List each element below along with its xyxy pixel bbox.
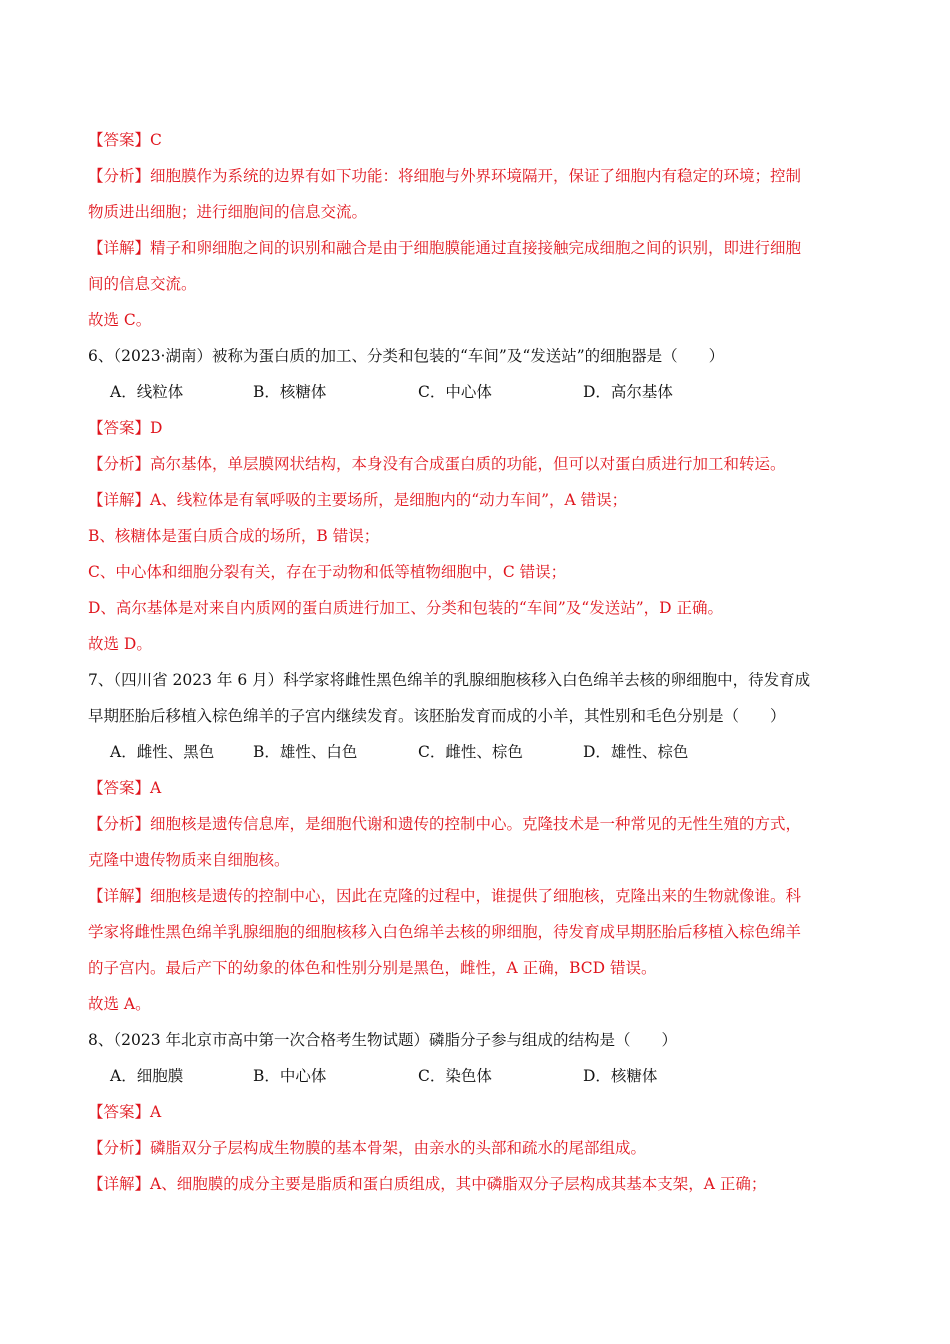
- q6-option-b: B．核糖体: [253, 383, 327, 401]
- q6-detail-d: D、高尔基体是对来自内质网的蛋白质进行加工、分类和包装的“车间”及“发送站”，D 正确。: [88, 599, 723, 617]
- q6-option-c: C．中心体: [418, 383, 492, 401]
- q7-analysis-line-2: 克隆中遗传物质来自细胞核。: [88, 851, 290, 869]
- q8-option-a: A．细胞膜: [110, 1067, 184, 1085]
- q7-analysis-line-1: 【分析】细胞核是遗传信息库，是细胞代谢和遗传的控制中心。克隆技术是一种常见的无性生殖的方式，: [88, 815, 802, 833]
- q6-option-d: D．高尔基体: [583, 383, 673, 401]
- q7-stem-line-2: 早期胚胎后移植入棕色绵羊的子宫内继续发育。该胚胎发育而成的小羊，其性别和毛色分别是（ ）: [88, 707, 786, 725]
- q5-detail-line-2: 间的信息交流。: [88, 275, 197, 293]
- q7-option-b: B．雄性、白色: [253, 743, 358, 761]
- q8-option-c: C．染色体: [418, 1067, 492, 1085]
- q7-option-a: A．雌性、黑色: [110, 743, 215, 761]
- q7-option-c: C．雌性、棕色: [418, 743, 523, 761]
- q8-option-d: D．核糖体: [583, 1067, 658, 1085]
- q7-stem-line-1: 7、（四川省 2023 年 6 月）科学家将雌性黑色绵羊的乳腺细胞核移入白色绵羊去核的卵细胞中，待发育成: [88, 671, 811, 689]
- q6-detail-c: C、中心体和细胞分裂有关，存在于动物和低等植物细胞中，C 错误；: [88, 563, 567, 581]
- q7-detail-line-1: 【详解】细胞核是遗传的控制中心，因此在克隆的过程中，谁提供了细胞核，克隆出来的生物就像谁。科: [88, 887, 802, 905]
- q8-detail-a: 【详解】A、细胞膜的成分主要是脂质和蛋白质组成，其中磷脂双分子层构成其基本支架，A 正确；: [88, 1175, 767, 1193]
- q6-detail-a: 【详解】A、线粒体是有氧呼吸的主要场所，是细胞内的“动力车间”，A 错误；: [88, 491, 628, 509]
- q5-answer: 【答案】C: [88, 131, 162, 149]
- q6-stem: 6、（2023·湖南）被称为蛋白质的加工、分类和包装的“车间”及“发送站”的细胞器是（ ）: [88, 347, 725, 365]
- q7-conclusion: 故选 A。: [88, 995, 151, 1013]
- q8-option-b: B．中心体: [253, 1067, 327, 1085]
- q7-option-d: D．雄性、棕色: [583, 743, 689, 761]
- q5-analysis-line-1: 【分析】细胞膜作为系统的边界有如下功能：将细胞与外界环境隔开，保证了细胞内有稳定的环境；控制: [88, 167, 802, 185]
- q7-answer: 【答案】A: [88, 779, 162, 797]
- q8-analysis: 【分析】磷脂双分子层构成生物膜的基本骨架，由亲水的头部和疏水的尾部组成。: [88, 1139, 647, 1157]
- q5-conclusion: 故选 C。: [88, 311, 152, 329]
- q8-stem: 8、（2023 年北京市高中第一次合格考生物试题）磷脂分子参与组成的结构是（ ）: [88, 1031, 677, 1049]
- q6-answer: 【答案】D: [88, 419, 163, 437]
- q7-detail-line-3: 的子宫内。最后产下的幼象的体色和性别分别是黑色，雌性，A 正确，BCD 错误。: [88, 959, 657, 977]
- q5-detail-line-1: 【详解】精子和卵细胞之间的识别和融合是由于细胞膜能通过直接接触完成细胞之间的识别，即进行细胞: [88, 239, 802, 257]
- q6-conclusion: 故选 D。: [88, 635, 152, 653]
- q6-analysis: 【分析】高尔基体，单层膜网状结构，本身没有合成蛋白质的功能，但可以对蛋白质进行加工和转运。: [88, 455, 786, 473]
- q8-answer: 【答案】A: [88, 1103, 162, 1121]
- q6-option-a: A．线粒体: [110, 383, 184, 401]
- q5-analysis-line-2: 物质进出细胞；进行细胞间的信息交流。: [88, 203, 368, 221]
- q7-detail-line-2: 学家将雌性黑色绵羊乳腺细胞的细胞核移入白色绵羊去核的卵细胞，待发育成早期胚胎后移植入棕色绵羊: [88, 923, 802, 941]
- q6-detail-b: B、核糖体是蛋白质合成的场所，B 错误；: [88, 527, 380, 545]
